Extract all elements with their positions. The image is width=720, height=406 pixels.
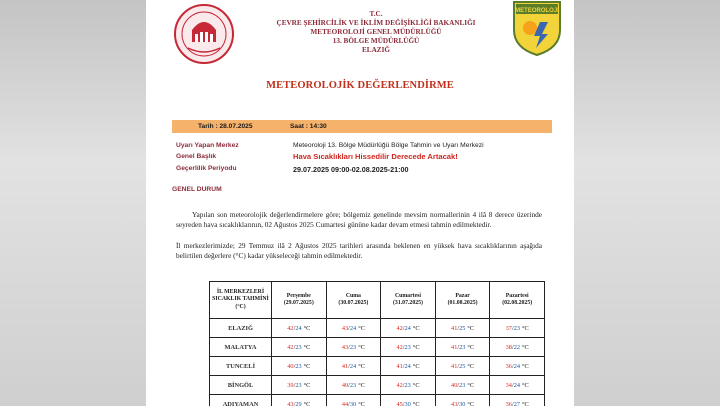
unit-label: °C — [303, 324, 311, 332]
temperature-cell — [435, 319, 490, 338]
unit-label: °C — [522, 324, 529, 332]
column-header: Cumartesi (31.07.2025) — [381, 282, 436, 319]
separator: / — [457, 362, 460, 370]
separator: / — [511, 324, 514, 332]
meta-key: Uyarı Yapan Merkez — [176, 142, 239, 149]
unit-label: °C — [522, 400, 529, 406]
min-temp: 23 — [459, 381, 466, 389]
max-temp: 41 — [451, 343, 458, 351]
separator: / — [457, 400, 460, 406]
document-header — [256, 10, 496, 55]
unit-label: °C — [467, 362, 475, 370]
min-temp: 29 — [295, 400, 302, 406]
unit-label: °C — [467, 324, 475, 332]
separator: / — [293, 362, 296, 370]
header-line-directorate: METEOROLOJİ GENEL MÜDÜRLÜĞÜ — [310, 28, 442, 36]
date-time-bar — [172, 120, 552, 133]
temperature-cell — [326, 395, 381, 406]
separator: / — [348, 343, 350, 351]
header-line-tc: T.C. — [369, 10, 383, 18]
max-temp: 43 — [287, 400, 294, 406]
meteoroloji-shield-logo — [512, 0, 562, 56]
temperature-cell — [326, 357, 381, 376]
separator: / — [511, 400, 514, 406]
city-name: TUNCELİ — [210, 357, 272, 376]
separator: / — [511, 343, 514, 351]
separator: / — [348, 400, 350, 406]
temperature-table — [209, 281, 545, 406]
issue-date: Tarih : 28.07.2025 — [198, 123, 253, 130]
max-temp: 45 — [396, 400, 403, 406]
section-heading: GENEL DURUM — [172, 186, 222, 193]
max-temp: 43 — [451, 400, 458, 406]
max-temp: 42 — [287, 324, 294, 332]
max-temp: 42 — [287, 343, 294, 351]
document-title: METEOROLOJİK DEĞERLENDİRME — [266, 80, 454, 91]
city-name: ELAZIĞ — [210, 319, 272, 338]
max-temp: 41 — [451, 362, 458, 370]
temperature-cell — [326, 319, 381, 338]
temperature-cell — [381, 319, 436, 338]
temperature-cell — [272, 395, 327, 406]
max-temp: 36 — [505, 362, 512, 370]
meta-value: 29.07.2025 09:00-02.08.2025-21:00 — [293, 165, 409, 174]
min-temp: 24 — [404, 362, 411, 370]
temperature-cell — [435, 395, 490, 406]
max-temp: 41 — [451, 324, 458, 332]
min-temp: 23 — [349, 343, 357, 351]
meta-value: Meteoroloji 13. Bölge Müdürlüğü Bölge Tahmin ve Uyarı Merkezi — [293, 142, 484, 149]
unit-label: °C — [467, 343, 475, 351]
temperature-cell — [272, 319, 327, 338]
temperature-cell — [490, 338, 545, 357]
column-header: Pazartesi (02.08.2025) — [490, 282, 545, 319]
min-temp: 24 — [513, 381, 520, 389]
min-temp: 25 — [459, 324, 466, 332]
table-row — [210, 338, 545, 357]
max-temp: 41 — [341, 362, 349, 370]
table-row — [210, 376, 545, 395]
max-temp: 43 — [341, 324, 349, 332]
unit-label: °C — [412, 324, 420, 332]
logo-text: METEOROLOJİ — [515, 8, 559, 14]
max-temp: 42 — [396, 343, 403, 351]
city-name: BİNGÖL — [210, 376, 272, 395]
unit-label: °C — [412, 400, 420, 406]
header-line-region: 13. BÖLGE MÜDÜRLÜĞÜ — [332, 37, 420, 45]
max-temp: 43 — [341, 343, 349, 351]
city-name: ADIYAMAN — [210, 395, 272, 406]
meta-key: Genel Başlık — [176, 153, 217, 160]
max-temp: 40 — [341, 381, 349, 389]
min-temp: 24 — [513, 362, 520, 370]
column-header: Pazar (01.08.2025) — [435, 282, 490, 319]
unit-label: °C — [412, 381, 420, 389]
unit-label: °C — [522, 362, 529, 370]
table-corner-header: İL MERKEZLERİ SICAKLIK TAHMİNİ (°C) — [210, 282, 272, 319]
header-line-city: ELAZIĞ — [362, 46, 390, 54]
unit-label: °C — [522, 343, 529, 351]
min-temp: 24 — [295, 324, 302, 332]
unit-label: °C — [303, 381, 311, 389]
unit-label: °C — [358, 400, 365, 406]
unit-label: °C — [522, 381, 529, 389]
table-row — [210, 319, 545, 338]
min-temp: 30 — [404, 400, 411, 406]
min-temp: 24 — [349, 362, 357, 370]
separator: / — [402, 343, 405, 351]
table-row — [210, 395, 545, 406]
min-temp: 23 — [349, 381, 357, 389]
temperature-cell — [272, 357, 327, 376]
temperature-cell — [381, 338, 436, 357]
issue-time: Saat : 14:30 — [290, 123, 327, 130]
paragraph-overview: Yapılan son meteorolojik değerlendirmelere göre; bölgemiz genelinde mevsim normallerinin 4 ilâ 8 derece üzerinde seyreden hava sıcaklıklarının, 02 Ağustos 2025 Cumartesi gününe kadar devam etmesi tahmin edilmektedir. — [176, 210, 542, 229]
min-temp: 23 — [404, 343, 411, 351]
temperature-cell — [381, 357, 436, 376]
min-temp: 23 — [404, 381, 411, 389]
ministry-seal-logo — [174, 2, 234, 66]
unit-label: °C — [412, 362, 420, 370]
separator: / — [511, 362, 514, 370]
unit-label: °C — [412, 343, 420, 351]
unit-label: °C — [358, 381, 365, 389]
unit-label: °C — [467, 381, 475, 389]
separator: / — [402, 381, 405, 389]
temperature-cell — [490, 319, 545, 338]
temperature-cell — [272, 338, 327, 357]
max-temp: 38 — [505, 343, 512, 351]
separator: / — [293, 324, 296, 332]
unit-label: °C — [303, 362, 311, 370]
unit-label: °C — [358, 324, 365, 332]
separator: / — [457, 381, 460, 389]
column-header: Cuma (30.07.2025) — [326, 282, 381, 319]
blurred-background-right — [574, 0, 720, 406]
separator: / — [457, 343, 460, 351]
temperature-cell — [381, 395, 436, 406]
max-temp: 39 — [287, 381, 294, 389]
paragraph-forecast: İl merkezlerimizde; 29 Temmuz ilâ 2 Ağustos 2025 tarihleri arasında beklenen en yüksek hava sıcaklıklarının aşağıda belirtilen değerlere (°C) kadar yükseleceği tahmin edilmektedir. — [176, 241, 542, 260]
separator: / — [348, 362, 350, 370]
min-temp: 24 — [349, 324, 357, 332]
temperature-cell — [435, 338, 490, 357]
separator: / — [293, 381, 296, 389]
max-temp: 42 — [396, 324, 403, 332]
temperature-cell — [381, 376, 436, 395]
unit-label: °C — [358, 343, 365, 351]
separator: / — [402, 400, 405, 406]
unit-label: °C — [303, 343, 311, 351]
temperature-cell — [435, 376, 490, 395]
min-temp: 22 — [513, 343, 520, 351]
min-temp: 30 — [349, 400, 357, 406]
temperature-cell — [326, 376, 381, 395]
separator: / — [511, 381, 514, 389]
blurred-background-left — [0, 0, 146, 406]
separator: / — [348, 324, 350, 332]
min-temp: 25 — [459, 362, 466, 370]
max-temp: 40 — [287, 362, 294, 370]
separator: / — [293, 343, 296, 351]
max-temp: 41 — [396, 362, 403, 370]
unit-label: °C — [303, 400, 311, 406]
max-temp: 44 — [341, 400, 349, 406]
min-temp: 23 — [459, 343, 466, 351]
max-temp: 37 — [505, 324, 512, 332]
separator: / — [402, 324, 405, 332]
min-temp: 23 — [513, 324, 520, 332]
unit-label: °C — [358, 362, 365, 370]
table-header-row — [210, 282, 545, 319]
temperature-cell — [490, 376, 545, 395]
max-temp: 34 — [505, 381, 512, 389]
separator: / — [457, 324, 460, 332]
separator: / — [293, 400, 296, 406]
meta-key: Geçerlilik Periyodu — [176, 165, 237, 172]
min-temp: 23 — [295, 343, 302, 351]
temperature-cell — [490, 395, 545, 406]
temperature-cell — [272, 376, 327, 395]
separator: / — [402, 362, 405, 370]
column-header: Perşembe (29.07.2025) — [272, 282, 327, 319]
max-temp: 40 — [451, 381, 458, 389]
meta-value-headline: Hava Sıcaklıkları Hissedilir Derecede Artacak! — [293, 152, 458, 161]
separator: / — [348, 381, 350, 389]
max-temp: 42 — [396, 381, 403, 389]
header-line-ministry: ÇEVRE ŞEHİRCİLİK VE İKLİM DEĞİŞİKLİĞİ BAKANLIĞI — [276, 19, 476, 27]
unit-label: °C — [467, 400, 475, 406]
min-temp: 23 — [295, 362, 302, 370]
temperature-cell — [326, 338, 381, 357]
temperature-cell — [435, 357, 490, 376]
temperature-cell — [490, 357, 545, 376]
max-temp: 36 — [505, 400, 512, 406]
min-temp: 23 — [295, 381, 302, 389]
min-temp: 27 — [513, 400, 520, 406]
document-page — [146, 0, 574, 406]
min-temp: 24 — [404, 324, 411, 332]
city-name: MALATYA — [210, 338, 272, 357]
min-temp: 30 — [459, 400, 466, 406]
table-row — [210, 357, 545, 376]
